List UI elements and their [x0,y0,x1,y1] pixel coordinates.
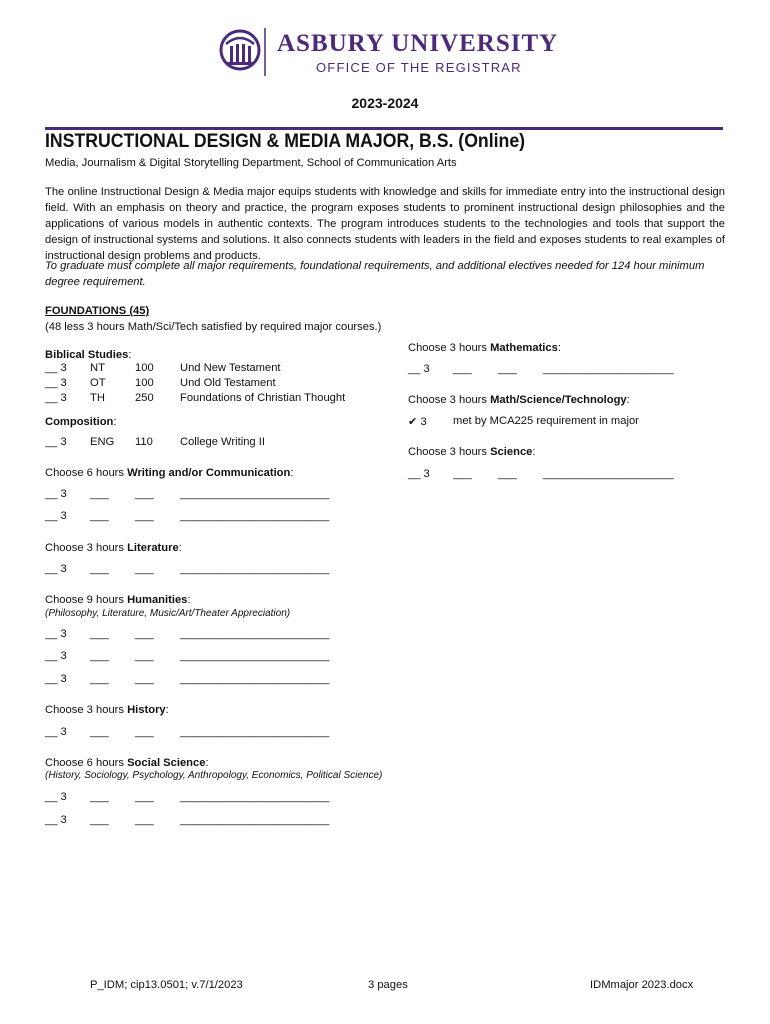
department-line: Media, Journalism & Digital Storytelling Department, School of Communication Arts [45,157,457,169]
foundations-heading: FOUNDATIONS (45) [45,305,150,317]
humanities-note: (Philosophy, Literature, Music/Art/Theater Appreciation) [45,608,291,619]
social-science-label: Choose 6 hours Social Science: [45,757,209,769]
footer-document-code: P_IDM; cip13.0501; v.7/1/2023 [90,979,243,991]
graduation-requirement: To graduate must complete all major requirements, foundational requirements, and additional electives needed for 124 hour minimum degree requirement. [45,260,705,288]
math-science-technology-label: Choose 3 hours Math/Science/Technology: [408,394,630,406]
academic-year: 2023-2024 [351,95,419,111]
writing-label: Choose 6 hours Writing and/or Communication: [45,467,294,479]
program-description: The online Instructional Design & Media major equips students with knowledge and skills for immediate entry into the instructional design field. With an emphasis on theory and practice, the program exposes students to prominent instructional design philosophies and the applications of various models in authentic contexts. The program introduces students to the technologies and tools that support the design of instructional systems and solutions. It also connects students with leaders in the field and exposes students to real examples of instructional design problems and products. [45,186,725,262]
social-science-note: (History, Sociology, Psychology, Anthropology, Economics, Political Science) [45,770,383,781]
page-title: INSTRUCTIONAL DESIGN & MEDIA MAJOR, B.S. (Online) [45,131,526,152]
office-name: OFFICE OF THE REGISTRAR [316,60,522,75]
checkmark-icon: ✔ 3 [408,416,427,428]
biblical-studies-label: Biblical Studies: [45,349,132,361]
title-rule [45,127,723,130]
literature-label: Choose 3 hours Literature: [45,542,182,554]
mathematics-label: Choose 3 hours Mathematics: [408,342,561,354]
composition-label: Composition: [45,416,117,428]
footer-page-count: 3 pages [368,979,408,991]
footer-filename: IDMmajor 2023.docx [590,979,694,991]
humanities-label: Choose 9 hours Humanities: [45,594,191,606]
university-name: ASBURY UNIVERSITY [277,30,559,57]
foundations-note: (48 less 3 hours Math/Sci/Tech satisfied by required major courses.) [45,321,382,333]
science-label: Choose 3 hours Science: [408,446,536,458]
history-label: Choose 3 hours History: [45,704,169,716]
